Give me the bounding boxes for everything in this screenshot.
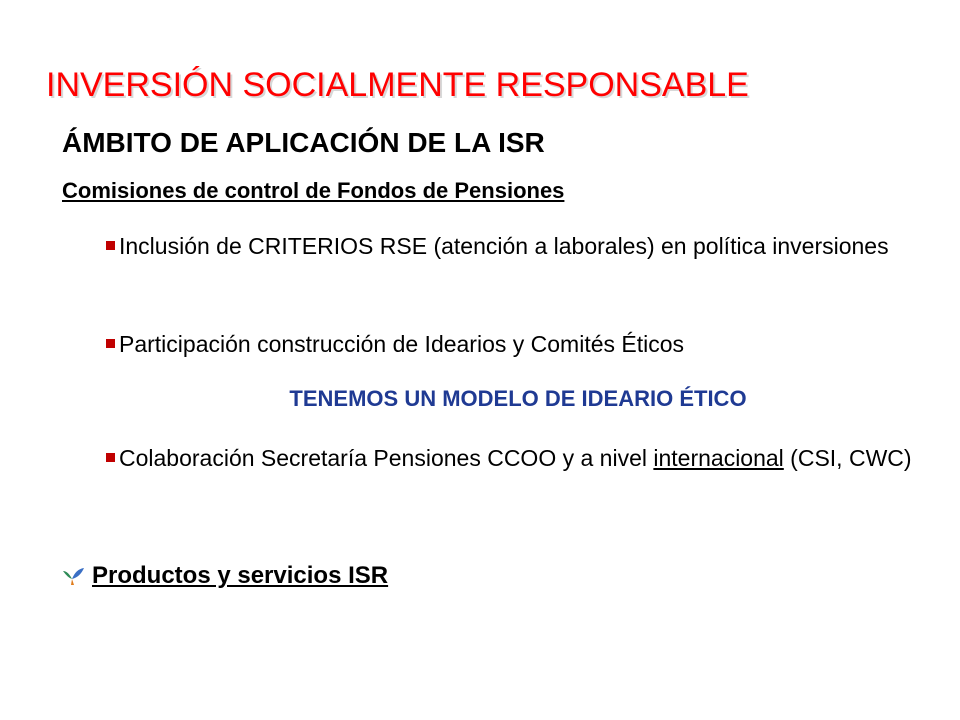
bullet-square-icon [106,241,115,250]
bullet-text-suffix: (CSI, CWC) [783,445,912,471]
bullet-underlined-text: internacional [653,445,784,471]
bullet-item [106,229,926,264]
section-heading: Comisiones de control de Fondos de Pensiones [62,178,565,203]
bullet-text: Inclusión de CRITERIOS RSE (atención a laborales) en política inversiones [119,233,889,259]
leaf-check-icon [60,565,86,587]
bullet-item [106,441,926,476]
bullet-text: Colaboración Secretaría Pensiones CCOO y a nivel [119,445,654,471]
bullet-square-icon [106,339,115,348]
bullet-square-icon [106,453,115,462]
bullet-item [106,327,926,362]
slide-subtitle: ÁMBITO DE APLICACIÓN DE LA ISR [62,127,545,158]
slide-title: INVERSIÓN SOCIALMENTE RESPONSABLE [46,66,749,104]
products-item [60,562,388,590]
emphasis-text: TENEMOS UN MODELO DE IDEARIO ÉTICO [289,386,747,411]
bullet-text: Participación construcción de Idearios y Comités Éticos [119,331,685,357]
products-label: Productos y servicios ISR [92,562,389,589]
